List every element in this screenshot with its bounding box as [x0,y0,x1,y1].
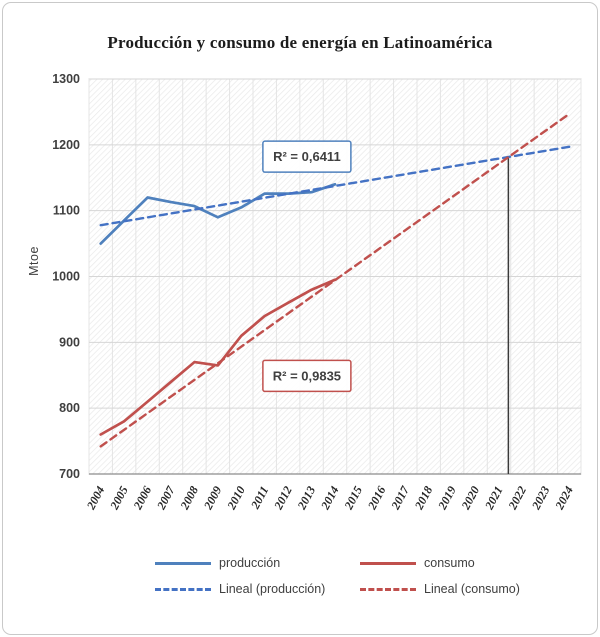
x-tick-label: 2010 [224,483,248,512]
x-tick-label: 2019 [435,483,459,512]
y-tick-label: 800 [59,401,80,416]
chart-legend [95,556,520,596]
y-tick-label: 1300 [52,72,80,86]
x-tick-label: 2018 [411,483,436,512]
legend-item-3 [95,582,326,596]
y-axis-title: Mtoe [27,246,41,276]
x-tick-label: 2009 [200,483,225,512]
y-tick-label: 1000 [52,269,80,284]
x-tick-label: 2004 [83,483,108,512]
x-tick-label: 2008 [177,483,202,512]
x-tick-label: 2014 [318,483,342,512]
r2-annotation-text: R² = 0,9835 [272,368,342,384]
legend-label: producción [219,556,281,570]
x-tick-label: 2005 [107,483,131,512]
y-tick-label: 700 [59,467,80,481]
legend-label: consumo [424,556,475,570]
x-tick-label: 2021 [482,483,506,512]
x-tick-labels [83,483,576,513]
chart-canvas [3,3,600,548]
x-tick-label: 2012 [271,483,295,512]
legend-label: Lineal (producción) [219,582,326,596]
legend-solid-line-sample [155,562,211,565]
x-tick-label: 2023 [528,483,553,512]
legend-dashed-line-sample [360,588,416,591]
x-tick-label: 2024 [552,483,576,512]
y-tick-label: 1200 [52,137,80,152]
x-tick-label: 2011 [248,483,272,512]
legend-solid-line-sample [360,562,416,565]
legend-item-4 [300,582,520,596]
x-tick-label: 2013 [294,483,319,512]
legend-dashed-line-sample [155,588,211,591]
r2-annotation-text: R² = 0,6411 [273,149,341,165]
x-tick-label: 2007 [154,483,178,512]
y-tick-label: 1100 [52,203,80,218]
x-tick-label: 2016 [364,483,389,512]
x-tick-label: 2020 [458,483,483,512]
chart-window-frame [2,2,598,635]
x-tick-label: 2015 [341,483,366,512]
y-tick-label: 900 [59,335,80,350]
x-tick-label: 2017 [388,483,412,512]
legend-item-1 [95,556,300,570]
chart-title: Producción y consumo de energía en Latinoamérica [107,33,493,52]
x-tick-label: 2022 [505,483,530,512]
legend-label: Lineal (consumo) [424,582,520,596]
legend-item-2 [300,556,505,570]
x-tick-label: 2006 [130,483,155,512]
